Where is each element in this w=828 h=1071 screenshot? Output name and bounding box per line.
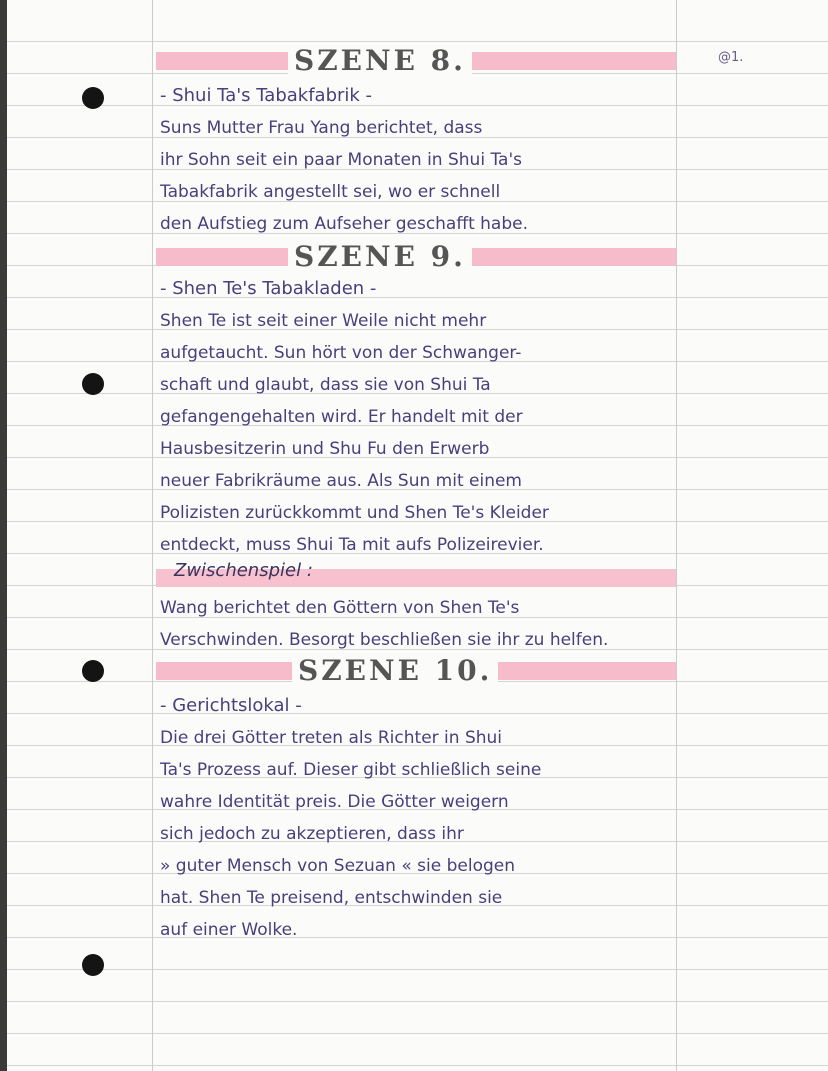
punch-hole: [82, 954, 104, 976]
text-line: Die drei Götter treten als Richter in Shui: [160, 728, 503, 748]
text-line: schaft und glaubt, dass sie von Shui Ta: [160, 375, 491, 395]
page-number-note: @1.: [718, 50, 744, 65]
text-line: Wang berichtet den Göttern von Shen Te's: [160, 598, 520, 618]
text-line: aufgetaucht. Sun hört von der Schwanger-: [160, 343, 522, 363]
text-line: Ta's Prozess auf. Dieser gibt schließlich seine: [160, 760, 542, 780]
text-line: auf einer Wolke.: [160, 920, 298, 940]
page-edge: [0, 0, 7, 1071]
text-line: entdeckt, muss Shui Ta mit aufs Polizeirevier.: [160, 535, 544, 555]
punch-hole: [82, 87, 104, 109]
punch-hole: [82, 660, 104, 682]
text-line: » guter Mensch von Sezuan « sie belogen: [160, 856, 515, 876]
left-margin-line: [152, 0, 153, 1071]
scene-9-text: [160, 305, 670, 561]
scene-9-heading: [156, 242, 676, 272]
text-line: Tabakfabrik angestellt sei, wo er schnell: [160, 182, 501, 202]
scene-10-location: - Gerichtslokal -: [160, 695, 302, 716]
scene-8-title: SZENE 8.: [288, 44, 472, 78]
punch-hole: [82, 373, 104, 395]
zwischenspiel-heading: [156, 560, 676, 588]
scene-8-location: - Shui Ta's Tabakfabrik -: [160, 85, 373, 106]
text-line: Suns Mutter Frau Yang berichtet, dass: [160, 118, 483, 138]
text-line: wahre Identität preis. Die Götter weigern: [160, 792, 509, 812]
zwischenspiel-text: [160, 592, 670, 656]
text-line: Shen Te ist seit einer Weile nicht mehr: [160, 311, 487, 331]
text-line: gefangengehalten wird. Er handelt mit der: [160, 407, 523, 427]
text-line: sich jedoch zu akzeptieren, dass ihr: [160, 824, 464, 844]
text-line: Verschwinden. Besorgt beschließen sie ihr zu helfen.: [160, 630, 609, 650]
text-line: Hausbesitzerin und Shu Fu den Erwerb: [160, 439, 490, 459]
scene-10-heading: [156, 656, 676, 686]
scene-9-location: - Shen Te's Tabakladen -: [160, 278, 377, 299]
text-line: den Aufstieg zum Aufseher geschafft habe.: [160, 214, 528, 234]
scene-8-heading: [156, 46, 676, 76]
zwischenspiel-label: Zwischenspiel :: [174, 560, 313, 581]
scene-9-title: SZENE 9.: [288, 240, 472, 274]
scene-8-text: [160, 112, 670, 240]
right-margin-line: [676, 0, 677, 1071]
text-line: neuer Fabrikräume aus. Als Sun mit einem: [160, 471, 522, 491]
text-line: ihr Sohn seit ein paar Monaten in Shui Ta's: [160, 150, 522, 170]
text-line: hat. Shen Te preisend, entschwinden sie: [160, 888, 503, 908]
scene-10-text: [160, 722, 670, 946]
scene-10-title: SZENE 10.: [292, 654, 498, 688]
text-line: Polizisten zurückkommt und Shen Te's Kleider: [160, 503, 549, 523]
